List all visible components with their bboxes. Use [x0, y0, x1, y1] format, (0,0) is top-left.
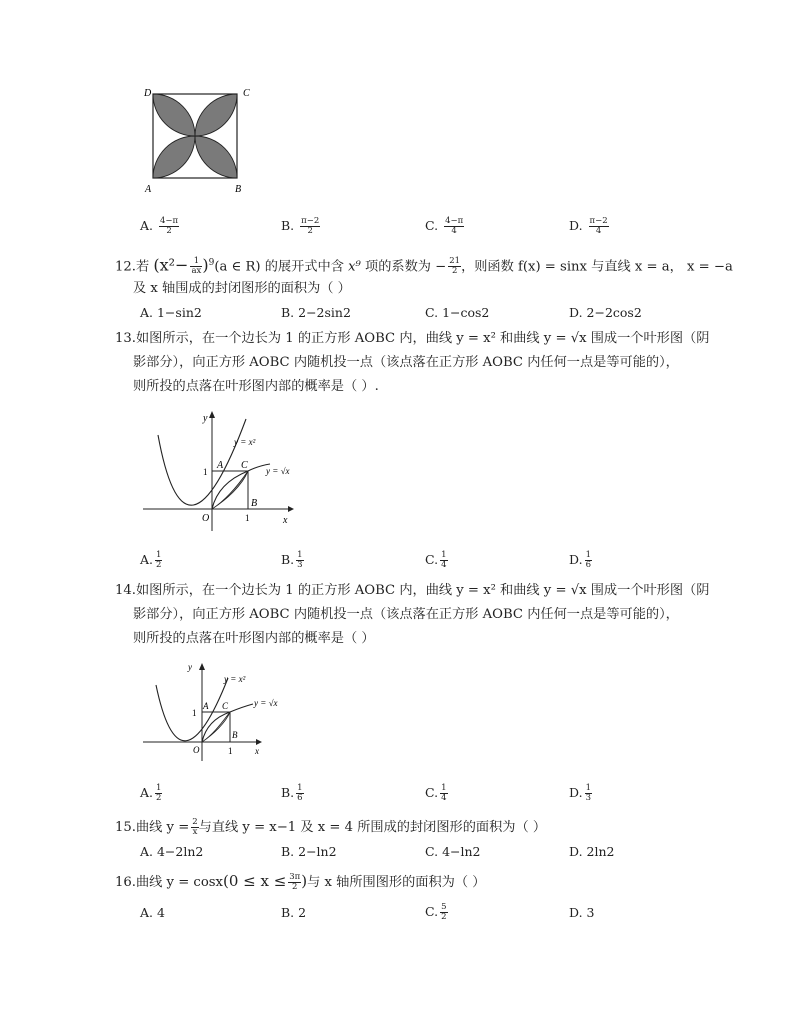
q12-option-d[interactable]: D. 2−2cos2 [569, 305, 642, 320]
label-B: B [235, 184, 242, 195]
point-B: B [232, 730, 238, 740]
label-C: C [243, 88, 250, 99]
q16-option-b[interactable]: B. 2 [281, 905, 307, 920]
x-tick-one: 1 [245, 513, 250, 523]
q13-graph [138, 408, 298, 533]
q14-line1: 14.如图所示，在一个边长为 1 的正方形 AOBC 内，曲线 y = x² 和曲线 y = √x 围成一个叶形图（阴 [115, 583, 710, 598]
q16-option-a[interactable]: A. 4 [140, 905, 165, 920]
point-B: B [251, 498, 258, 509]
q14-option-a[interactable]: A. $\frac{1}{2}$ [140, 783, 162, 803]
petal-bottom-left [153, 136, 195, 178]
y-tick-one: 1 [192, 708, 197, 718]
petal-top-left [153, 94, 195, 136]
q13-option-c[interactable]: C. $\frac{1}{4}$ [425, 550, 447, 570]
origin-label: O [193, 745, 200, 755]
q13-line2: 影部分），向正方形 AOBC 内随机投一点（该点落在正方形 AOBC 内任何一点是等可能的）， [133, 355, 679, 370]
q15-option-b[interactable]: B. 2−ln2 [281, 844, 337, 859]
petal-bottom-right [195, 136, 237, 178]
curve2-label: y = √x [266, 466, 290, 476]
q14-line2: 影部分），向正方形 AOBC 内随机投一点（该点落在正方形 AOBC 内任何一点是等可能的）， [133, 607, 679, 622]
q12-option-a[interactable]: A. 1−sin2 [140, 305, 202, 320]
label-D: D [144, 88, 152, 99]
q12-option-c[interactable]: C. 1−cos2 [425, 305, 490, 320]
q13-line3: 则所投的点落在叶形图内部的概率是（ ）. [133, 379, 379, 394]
q13-option-a[interactable]: A. $\frac{1}{2}$ [140, 550, 162, 570]
q16-option-c[interactable]: C. $\frac{5}{2}$ [425, 902, 447, 922]
x-axis-arrow [288, 506, 294, 512]
q12-line2: 及 x 轴围成的封闭图形的面积为（ ） [133, 281, 351, 296]
x-axis-label: x [255, 746, 259, 756]
y-axis-arrow [199, 663, 205, 670]
petal-square-figure [140, 85, 260, 197]
q14-graph [138, 660, 298, 765]
q12-line1: 12.若 (x²− $\frac{1}{ax}$ )$^9$(a ∈ R) 的展开式中含 x⁹ 项的系数为 − $\frac{21}{2}$ ，则函数 f(x) = sinx 与直线 x = a， x = −a [115, 255, 733, 277]
q15-option-c[interactable]: C. 4−ln2 [425, 844, 481, 859]
q13-option-d[interactable]: D. $\frac{1}{6}$ [569, 550, 591, 570]
y-tick-one: 1 [203, 467, 208, 477]
q11-option-d[interactable]: D. $\frac{\pi-2}{4}$ [569, 216, 608, 236]
petal-top-right [195, 94, 237, 136]
q14-option-c[interactable]: C. $\frac{1}{4}$ [425, 783, 447, 803]
q11-option-a[interactable]: A. $\frac{4-\pi}{2}$ [140, 216, 179, 236]
q13-option-b[interactable]: B. $\frac{1}{3}$ [281, 550, 303, 570]
y-axis-arrow [209, 411, 215, 418]
q11-option-b[interactable]: B. $\frac{\pi-2}{2}$ [281, 216, 320, 236]
point-C: C [241, 460, 248, 471]
q13-line1: 13.如图所示，在一个边长为 1 的正方形 AOBC 内，曲线 y = x² 和曲线 y = √x 围成一个叶形图（阴 [115, 331, 710, 346]
curve1-label: y = x² [234, 437, 256, 447]
point-C: C [222, 701, 229, 711]
q15-question: 15.曲线 y = $\frac{2}{x}$ 与直线 y = x−1 及 x = 4 所围成的封闭图形的面积为（ ） [115, 817, 547, 837]
leaf-region [202, 712, 230, 742]
q16-question: 16.曲线 y = cosx(0 ≤ x ≤ $\frac{3\pi}{2}$ )与 x 轴所围图形的面积为（ ） [115, 872, 486, 892]
y-axis-label: y [203, 413, 208, 424]
point-A: A [203, 701, 209, 711]
curve1-label: y = x² [224, 674, 246, 684]
q14-option-d[interactable]: D. $\frac{1}{3}$ [569, 783, 591, 803]
q14-option-b[interactable]: B. $\frac{1}{6}$ [281, 783, 303, 803]
x-axis-arrow [256, 739, 262, 745]
q11-option-c[interactable]: C. $\frac{4-\pi}{4}$ [425, 216, 464, 236]
y-axis-label: y [188, 662, 192, 672]
q12-option-b[interactable]: B. 2−2sin2 [281, 305, 351, 320]
x-tick-one: 1 [228, 746, 233, 756]
q15-option-a[interactable]: A. 4−2ln2 [140, 844, 204, 859]
label-A: A [145, 184, 152, 195]
q14-line3: 则所投的点落在叶形图内部的概率是（ ） [133, 631, 375, 646]
q15-option-d[interactable]: D. 2ln2 [569, 844, 615, 859]
x-axis-label: x [283, 515, 288, 526]
point-A: A [217, 460, 224, 471]
origin-label: O [202, 513, 210, 524]
curve2-label: y = √x [254, 698, 278, 708]
q16-option-d[interactable]: D. 3 [569, 905, 595, 920]
leaf-region [212, 471, 248, 509]
